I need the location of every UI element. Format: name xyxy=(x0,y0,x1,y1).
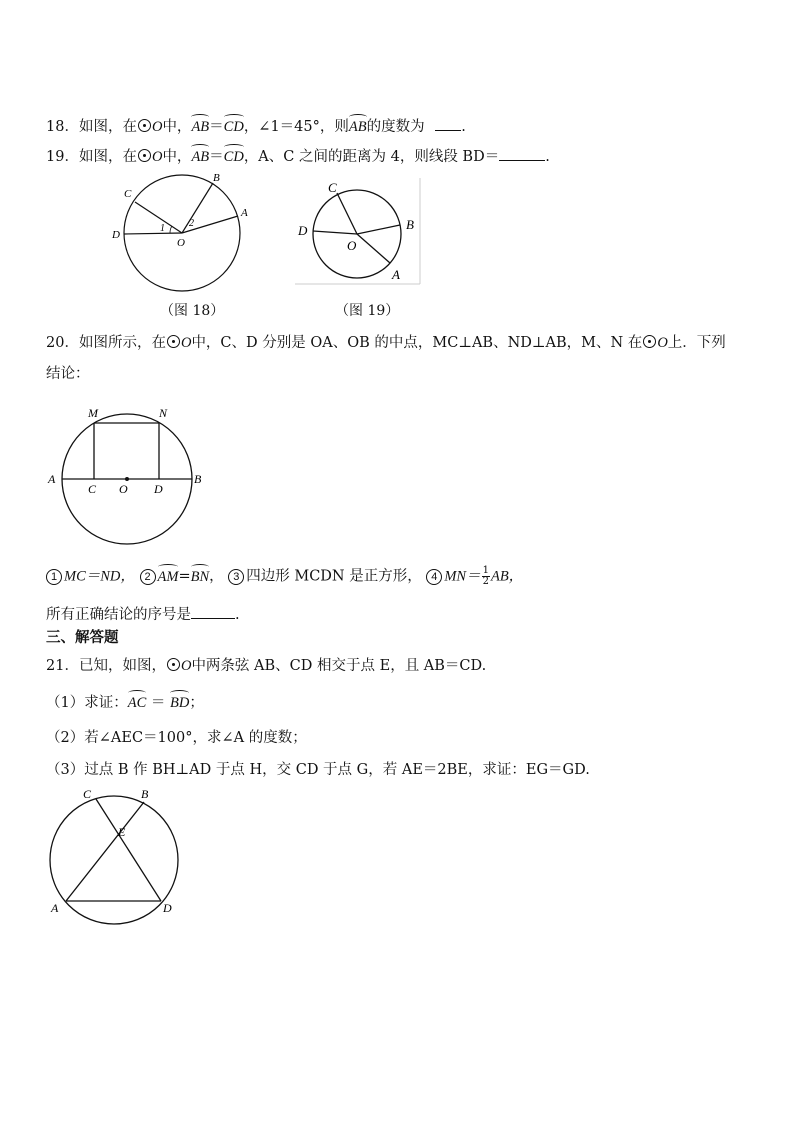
question-number: 21． xyxy=(46,658,79,674)
option-number: 2 xyxy=(140,569,156,585)
fig19-label-b: B xyxy=(406,217,414,232)
question-20-answer: 所有正确结论的序号是 . xyxy=(46,604,240,625)
fig21-label-e: E xyxy=(118,825,126,839)
fig18-label-c: C xyxy=(124,188,132,200)
arc-ab: AB xyxy=(191,119,210,135)
fig19-label-a: A xyxy=(392,267,400,282)
question-number: 19． xyxy=(46,149,79,165)
arc-am: AM xyxy=(157,568,179,585)
fig19-label-d: D xyxy=(298,223,308,238)
fig18-radius-oc xyxy=(135,202,182,233)
answer-blank[interactable] xyxy=(499,146,545,161)
answer-blank[interactable] xyxy=(435,116,461,131)
figure-20 xyxy=(45,405,205,545)
fig20-label-o: O xyxy=(119,482,128,496)
question-20-options: 1 MC＝ND， 2 AM=BN， 3 四边形 MCDN 是正方形， 4 MN＝ $\frac{1}{2}$ AB， xyxy=(46,566,523,587)
figure-18 xyxy=(110,170,250,290)
figure-18-caption: （图 18） xyxy=(160,303,225,319)
question-21-part3: （3）过点 B 作 BH⊥AD 于点 H，交 CD 于点 G，若 AE＝2BE，求证：EG＝GD. xyxy=(46,762,590,778)
question-20: 20．如图所示，在 O中，C、D 分别是 OA、OB 的中点，MC⊥AB、ND⊥AB，M、N 在 O上．下列 xyxy=(46,335,726,351)
circle-symbol-icon xyxy=(138,119,151,132)
question-21-part1: （1）求证：AC ＝ BD； xyxy=(46,695,204,711)
fig18-label-1: 1 xyxy=(160,223,165,234)
circle-symbol-icon xyxy=(643,335,656,348)
question-20-line2: 结论： xyxy=(46,366,90,382)
fig20-label-m: M xyxy=(88,406,98,420)
fig21-label-c: C xyxy=(83,787,92,801)
figure-19-caption: （图 19） xyxy=(335,303,400,319)
question-number: 20． xyxy=(46,335,79,351)
arc-ab: AB xyxy=(348,119,367,135)
fig20-label-b: B xyxy=(194,472,202,486)
fig20-label-n: N xyxy=(159,406,168,420)
section-heading: 三、解答题 xyxy=(46,630,119,646)
question-21-part2: （2）若∠AEC＝100°，求∠A 的度数； xyxy=(46,730,307,746)
circle-symbol-icon xyxy=(167,335,180,348)
fig19-radius-oc xyxy=(337,193,357,234)
fig20-label-d: D xyxy=(154,482,163,496)
question-18: 18．如图，在 O中，AB＝CD，∠1＝45°，则AB的度数为 . xyxy=(46,116,466,137)
arc-bd: BD xyxy=(169,695,190,711)
circle-symbol-icon xyxy=(167,658,180,671)
fig21-label-d: D xyxy=(163,901,172,915)
fig18-label-d: D xyxy=(112,229,120,241)
answer-blank[interactable] xyxy=(191,604,235,619)
option-number: 3 xyxy=(228,569,244,585)
question-number: 18． xyxy=(46,119,79,135)
fig18-label-b: B xyxy=(213,172,220,184)
circle-symbol-icon xyxy=(138,149,151,162)
fig20-label-c: C xyxy=(88,482,97,496)
option-number: 1 xyxy=(46,569,62,585)
figure-21 xyxy=(45,786,195,926)
fig19-label-c: C xyxy=(328,180,337,195)
fig20-label-a: A xyxy=(48,472,56,486)
arc-bn: BN xyxy=(190,568,210,585)
arc-ac: AC xyxy=(127,695,147,711)
figure-19 xyxy=(295,178,425,288)
arc-ab: AB xyxy=(191,149,210,165)
fig18-label-o: O xyxy=(177,237,185,249)
fig19-radius-od xyxy=(313,231,357,234)
fig18-angle1-arc xyxy=(170,226,172,233)
fraction-half: $\frac{1}{2}$ xyxy=(482,565,489,587)
fig18-radius-od xyxy=(124,233,182,234)
fig18-label-a: A xyxy=(241,207,248,219)
fig21-label-b: B xyxy=(141,787,149,801)
fig21-label-a: A xyxy=(51,901,59,915)
fig20-center-dot xyxy=(125,477,129,481)
fig19-radius-oa xyxy=(357,234,390,263)
arc-cd: CD xyxy=(223,149,244,165)
fig18-label-2: 2 xyxy=(189,218,194,229)
arc-cd: CD xyxy=(223,119,244,135)
fig19-radius-ob xyxy=(357,225,400,234)
fig21-circle xyxy=(50,796,178,924)
option-number: 4 xyxy=(426,569,442,585)
fig19-label-o: O xyxy=(347,238,357,253)
question-19: 19．如图，在 O中，AB＝CD，A、C 之间的距离为 4，则线段 BD＝ . xyxy=(46,146,550,167)
fig21-chord-ab xyxy=(66,802,144,901)
question-21: 21．已知，如图， O中两条弦 AB、CD 相交于点 E，且 AB＝CD. xyxy=(46,658,487,674)
